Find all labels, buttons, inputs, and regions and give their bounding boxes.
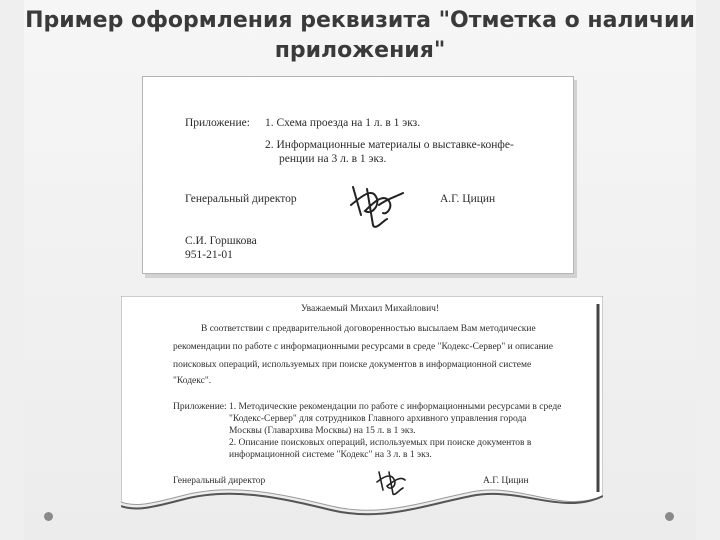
slide-title <box>0 6 720 66</box>
letter-attachment-line-1: Приложение: 1. Методические рекомендации по работе с информационными ресурсами в среде <box>173 402 562 412</box>
document-sample-attachment-note <box>142 76 574 274</box>
handwritten-signature <box>343 175 413 235</box>
signer-name: А.Г. Цицин <box>440 193 496 205</box>
attachment-item-1: 1. Схема проезда на 1 л. в 1 экз. <box>265 117 421 129</box>
letter-signer-name: А.Г. Цицин <box>483 476 529 486</box>
letter-greeting: Уважаемый Михаил Михайлович! <box>301 304 440 314</box>
slide-title-line-1: Пример оформления реквизита "Отметка о наличии <box>25 8 695 33</box>
letter-attachment-line-5: информационной системе "Кодекс" на 3 л. в 1 экз. <box>229 450 432 460</box>
letter-paragraph-line-1: В соответствии с предварительной договоренностью высылаем Вам методические <box>201 324 536 334</box>
decorative-dot-left <box>44 512 53 521</box>
letter-paragraph-line-4: "Кодекс". <box>173 376 212 386</box>
attachment-item-2-line-2: ренции на 3 л. в 1 экз. <box>279 153 387 165</box>
letter-attachment-line-3: Москвы (Главархива Москвы) на 15 л. в 1 экз. <box>229 426 416 436</box>
decorative-dot-right <box>665 512 674 521</box>
letter-attachment-line-2: "Кодекс-Сервер" для сотрудников Главного архивного управления города <box>229 414 527 424</box>
attachment-item-2-line-1: 2. Информационные материалы о выставке-конфе- <box>265 139 514 151</box>
letter-paragraph-line-3: поисковых операций, используемых при поиске документов в информационной системе <box>173 360 532 370</box>
letter-paragraph-line-2: рекомендации по работе с информационными ресурсами в среде "Кодекс-Сервер" и описание <box>173 342 553 352</box>
letter-handwritten-signature <box>373 466 413 496</box>
letter-signer-position: Генеральный директор <box>173 476 266 486</box>
executor-phone: 951-21-01 <box>185 249 233 261</box>
executor-name: С.И. Горшкова <box>185 235 257 247</box>
slide-title-line-2: приложения" <box>274 38 446 63</box>
document-sample-letter <box>121 296 603 518</box>
attachment-label: Приложение: <box>185 117 250 129</box>
signer-position: Генеральный директор <box>185 193 297 205</box>
letter-attachment-line-4: 2. Описание поисковых операций, используемых при поиске документов в <box>229 438 532 448</box>
